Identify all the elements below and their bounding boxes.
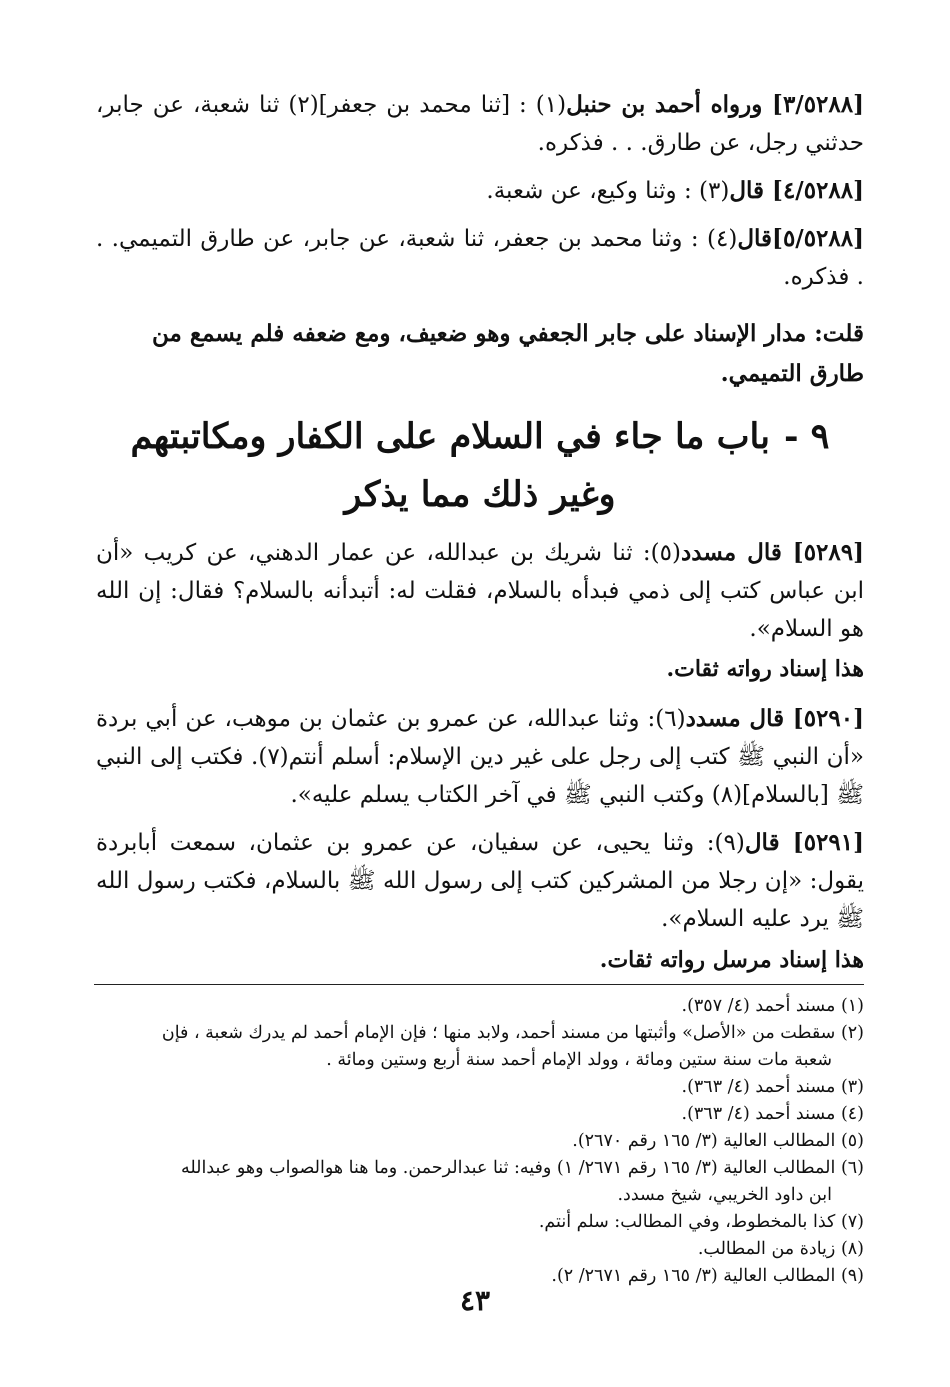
hadith-5291 [96,824,864,938]
footnote-4: (٤) مسند أحمد (٤/ ٣٦٣). [681,1104,864,1124]
chapter-number: ٩ - [783,416,830,457]
hadith-text: (٤) : وثنا محمد بن جعفر، ثنا شعبة، عن جابر، عن طارق التميمي. . . فذكره. [96,226,864,290]
hadith-label: [٥٢٨٩] قال مسدد [681,539,864,566]
hadith-text: (٣) : وثنا وكيع، عن شعبة. [486,178,730,204]
hadith-label: [٤/٥٢٨٨] قال [729,177,864,204]
isnad-note: هذا إسناد رواته ثقات. [666,656,864,682]
hadith-label: [٣/٥٢٨٨] ورواه أحمد بن حنبل [566,91,864,118]
hadith-text: (٥): ثنا شريك بن عبدالله، عن عمار الدهني، عن كريب «أن ابن عباس كتب إلى ذمي فبدأه بالسلام، فقلت له: أتبدأنه بالسلام؟ فقال: إن الله هو السلام». [96,540,864,642]
footnote-divider [94,984,864,985]
hadith-5289 [96,534,864,648]
footnote-8: (٨) زيادة من المطالب. [697,1239,864,1259]
qult-note: قلت: مدار الإسناد على جابر الجعفي وهو ضعيف، ومع ضعفه فلم يسمع من طارق التميمي. [152,320,864,387]
hadith-text: (١) : [ثنا محمد بن جعفر](٢) ثنا شعبة، عن جابر، حدثني رجل، عن طارق. . . فذكره. [96,92,864,156]
footnote-1: (١) مسند أحمد (٤/ ٣٥٧). [681,996,864,1016]
hadith-text: (٩): وثنا يحيى، عن سفيان، عن عمرو بن عثمان، سمعت أبابردة يقول: «إن رجلا من المشركين كتب إلى رسول الله ﷺ بالسلام، فكتب رسول الله ﷺ يرد عليه السلام». [96,830,864,932]
hadith-label: [٥٢٩١] قال [744,829,864,856]
footnotes [96,993,864,1290]
chapter-title-line-2: وغير ذلك مما يذكر [344,474,616,515]
hadith-5288-5 [96,220,864,296]
chapter-title-line-1: ٩ -باب ما جاء في السلام على الكفار ومكاتبتهم [130,416,830,457]
hadith-5288-4 [96,172,864,210]
footnote-6: (٦) المطالب العالية (٣/ ١٦٥ رقم ٢٦٧١/ ١) وفيه: ثنا عبدالرحمن. وما هنا هوالصواب وهو عبدالله ابن داود الخريبي، شيخ مسدد. [180,1158,864,1205]
footnote-2: (٢) سقطت من «الأصل» وأثبتها من مسند أحمد، ولابد منها ؛ فإن الإمام أحمد لم يدرك شعبة ، فإن شعبة مات سنة ستين ومائة ، وولد الإمام أحمد سنة أربع وستين ومائة . [161,1023,864,1070]
hadith-label: [٥٢٩٠] قال مسدد [685,705,864,732]
hadith-label: [٥/٥٢٨٨]قال [737,225,864,252]
footnote-3: (٣) مسند أحمد (٤/ ٣٦٣). [681,1077,864,1097]
footnote-7: (٧) كذا بالمخطوط، وفي المطالب: سلم أنتم. [538,1212,864,1232]
hadith-5290 [96,700,864,814]
footnote-9: (٩) المطالب العالية (٣/ ١٦٥ رقم ٢٦٧١/ ٢). [551,1266,864,1286]
page-number: ٤٣ [459,1284,491,1317]
footnote-5: (٥) المطالب العالية (٣/ ١٦٥ رقم ٢٦٧٠). [572,1131,864,1151]
hadith-5288-3 [96,86,864,162]
isnad-note: هذا إسناد مرسل رواته ثقات. [599,947,864,973]
chapter-heading [96,408,864,524]
hadith-text: (٦): وثنا عبدالله، عن عمرو بن عثمان بن موهب، عن أبي بردة «أن النبي ﷺ كتب إلى رجل على غير دين الإسلام: أسلم أنتم(٧). فكتب إلى النبي ﷺ [بالسلام](٨) وكتب النبي ﷺ في آخر الكتاب يسلم عليه». [96,706,864,808]
